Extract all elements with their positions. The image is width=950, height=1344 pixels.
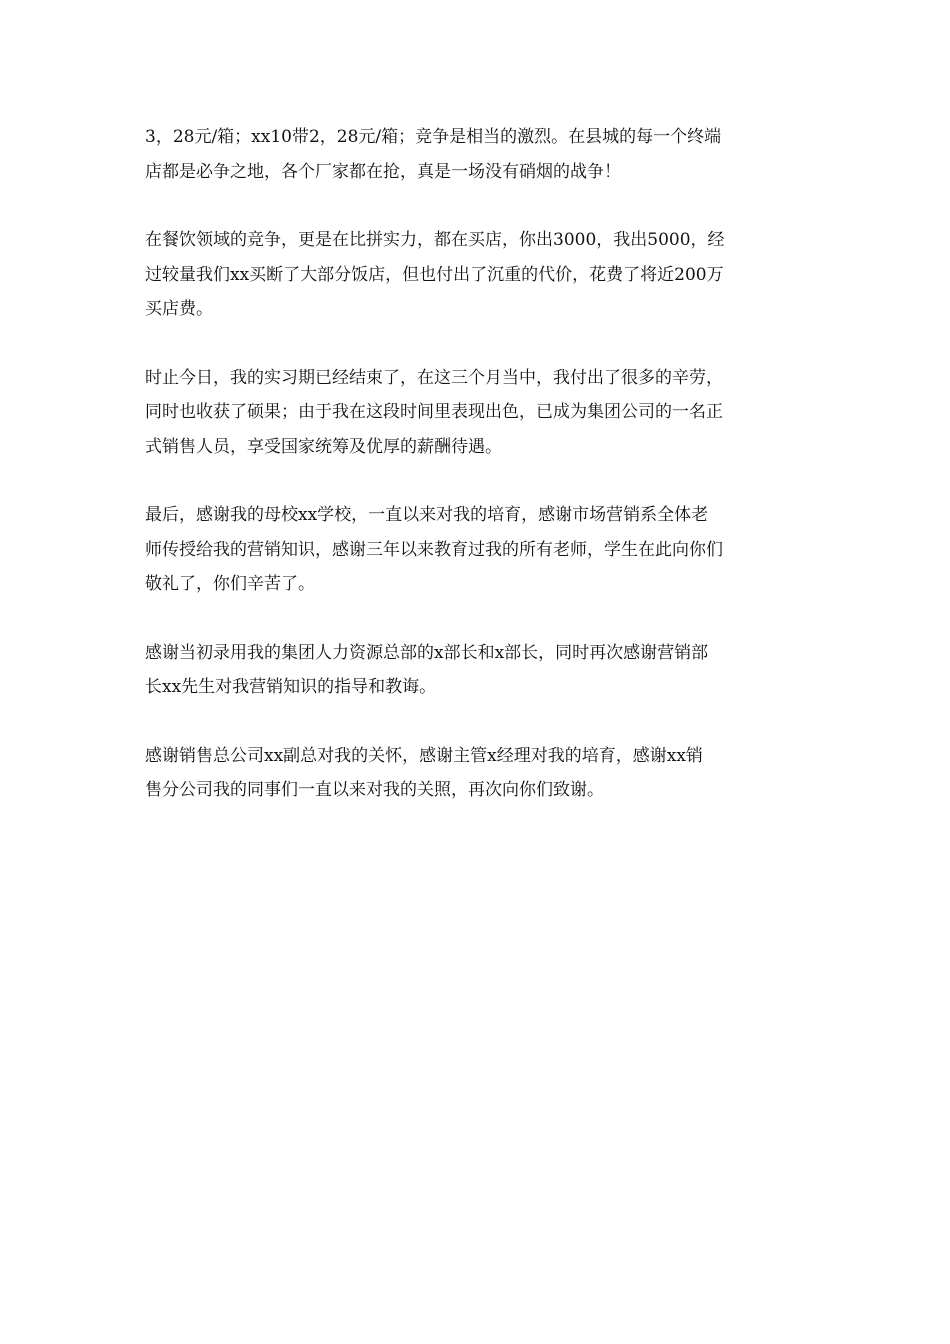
paragraph-4 — [145, 498, 810, 602]
text-line: 售分公司我的同事们一直以来对我的关照，再次向你们致谢。 — [145, 780, 604, 800]
text-line: 敬礼了，你们辛苦了。 — [145, 574, 315, 594]
text-line: 式销售人员，享受国家统筹及优厚的薪酬待遇。 — [145, 436, 502, 457]
text-line: 最后，感谢我的母校xx学校，一直以来对我的培育，感谢市场营销系全体老 — [145, 505, 709, 525]
text-line: 3，28元/箱；xx10带2，28元/箱；竞争是相当的激烈。在县城的每一个终端 — [145, 127, 722, 147]
text-line: 感谢当初录用我的集团人力资源总部的x部长和x部长，同时再次感谢营销部 — [145, 642, 709, 663]
text-line: 感谢销售总公司xx副总对我的关怀，感谢主管x经理对我的培育，感谢xx销 — [145, 745, 703, 766]
text-line: 同时也收获了硕果；由于我在这段时间里表现出色，已成为集团公司的一名正 — [145, 402, 723, 422]
text-line: 师传授给我的营销知识，感谢三年以来教育过我的所有老师，学生在此向你们 — [145, 539, 723, 560]
paragraph-5 — [145, 636, 810, 705]
paragraph-1 — [145, 120, 810, 189]
paragraph-3 — [145, 361, 810, 465]
paragraph-6 — [145, 739, 810, 808]
text-line: 时止今日，我的实习期已经结束了，在这三个月当中，我付出了很多的辛劳， — [145, 367, 723, 388]
text-line: 店都是必争之地，各个厂家都在抢，真是一场没有硝烟的战争！ — [145, 161, 621, 182]
text-line: 买店费。 — [145, 299, 213, 319]
document-body — [145, 120, 810, 842]
text-line: 在餐饮领域的竞争，更是在比拼实力，都在买店，你出3000，我出5000，经 — [145, 230, 725, 250]
text-line: 过较量我们xx买断了大部分饭店，但也付出了沉重的代价，花费了将近200万 — [145, 264, 724, 285]
paragraph-2 — [145, 223, 810, 327]
text-line: 长xx先生对我营销知识的指导和教诲。 — [145, 677, 437, 697]
